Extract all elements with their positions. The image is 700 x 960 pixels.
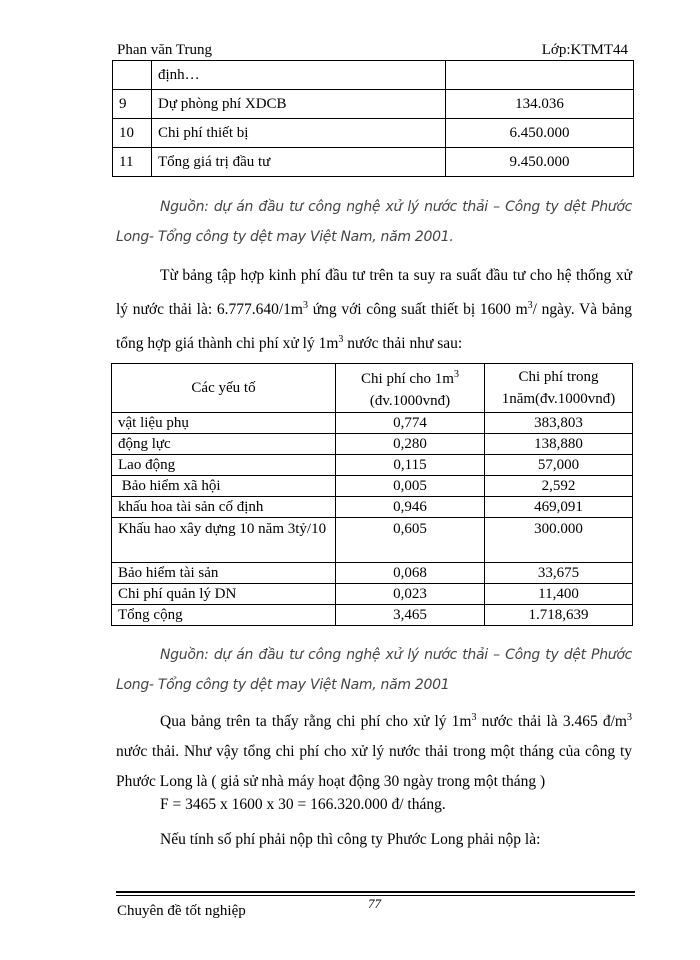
paragraph-cost: [116, 703, 632, 797]
col-header-factor: Các yếu tố: [112, 364, 336, 413]
unit-cost-cell: 0,605: [336, 518, 485, 563]
year-cost-cell: 383,803: [485, 413, 633, 434]
para2-text-c: nước thải. Như vậy tổng chi phí cho xử lý nước thải trong một tháng của công ty Phước Long là ( giả sử nhà máy hoạt động 30 ngày trong một tháng ): [116, 743, 632, 791]
para1-text-b: ứng với công suất thiết bị 1600 m: [308, 301, 528, 319]
year-cost-cell: 57,000: [485, 455, 633, 476]
col2-sup: 3: [453, 369, 459, 380]
year-cost-cell: 33,675: [485, 563, 633, 584]
para2-sup: 3: [471, 712, 477, 723]
unit-cost-cell: 0,774: [336, 413, 485, 434]
para2-text-a: Qua bảng trên ta thấy rằng chi phí cho xử lý 1m: [160, 713, 472, 731]
page-number: 77: [368, 896, 381, 911]
unit-cost-cell: 0,115: [336, 455, 485, 476]
footer-title: Chuyên đề tốt nghiệp: [117, 903, 246, 919]
header-class: Lớp:KTMT44: [541, 42, 628, 58]
para2-sup: 3: [626, 712, 632, 723]
unit-cost-cell: 0,946: [336, 497, 485, 518]
col-header-year-cost: [485, 364, 633, 413]
row-value: [446, 61, 634, 90]
unit-cost-cell: 0,068: [336, 563, 485, 584]
para1-text-d: nước thải như sau:: [343, 335, 463, 353]
year-cost-cell: 1.718,639: [485, 605, 633, 626]
footer-rule: [116, 891, 635, 893]
factor-cell: khấu hoa tài sản cố định: [112, 497, 336, 518]
unit-cost-cell: 0,005: [336, 476, 485, 497]
table-row: [113, 90, 634, 119]
unit-cost-cell: 3,465: [336, 605, 485, 626]
cost-table: [111, 363, 633, 626]
col2-unit: (đv.1000vnđ): [369, 393, 451, 409]
year-cost-cell: 138,880: [485, 434, 633, 455]
row-number: 10: [113, 119, 152, 148]
table-row: [112, 497, 633, 518]
para1-sup: 3: [303, 300, 308, 311]
row-item: định…: [152, 61, 446, 90]
row-value: 9.450.000: [446, 148, 634, 177]
row-number: 11: [113, 148, 152, 177]
row-item: Dự phòng phí XDCB: [152, 90, 446, 119]
row-item: Tổng giá trị đầu tư: [152, 148, 446, 177]
year-cost-cell: 469,091: [485, 497, 633, 518]
table-row: [113, 148, 634, 177]
factor-cell: Bảo hiểm tài sản: [112, 563, 336, 584]
row-item: Chi phí thiết bị: [152, 119, 446, 148]
paragraph-fee: Nếu tính số phí phải nộp thì công ty Phước Long phải nộp là:: [160, 831, 541, 848]
year-cost-cell: 300.000: [485, 518, 633, 563]
col2-label: Chi phí cho 1m: [361, 371, 454, 387]
factor-cell: động lực: [112, 434, 336, 455]
source-note-1: Nguồn: dự án đầu tư công nghệ xử lý nước thải – Công ty dệt Phước Long- Tổng công ty dệt may Việt Nam, năm 2001.: [116, 199, 632, 245]
table-row: [113, 119, 634, 148]
source-note-2: Nguồn: dự án đầu tư công nghệ xử lý nước thải – Công ty dệt Phước Long- Tổng công ty dệt may Việt Nam, năm 2001: [116, 647, 632, 693]
factor-cell: Chi phí quản lý DN: [112, 584, 336, 605]
para1-text-c: / ngày. Và bảng tổng hợp giá thành chi phí xử lý 1m: [116, 301, 632, 353]
row-number: [113, 61, 152, 90]
factor-cell: Tổng cộng: [112, 605, 336, 626]
investment-table: [112, 60, 634, 177]
col3-unit: 1năm(đv.1000vnđ): [501, 391, 616, 407]
table-row: [112, 563, 633, 584]
col3-label: Chi phí trong: [518, 369, 599, 385]
table-row: [112, 476, 633, 497]
row-number: 9: [113, 90, 152, 119]
unit-cost-cell: 0,280: [336, 434, 485, 455]
para1-sup: 3: [338, 334, 344, 346]
factor-cell: Khấu hao xây dựng 10 năm 3tỷ/10: [112, 518, 336, 563]
table-row: [112, 455, 633, 476]
formula: F = 3465 x 1600 x 30 = 166.320.000 đ/ tháng.: [160, 796, 446, 813]
col-header-unit-cost: [336, 364, 485, 413]
row-value: 134.036: [446, 90, 634, 119]
header-author: Phan văn Trung: [117, 42, 213, 58]
paragraph-investment: [116, 261, 632, 359]
table-row: [112, 413, 633, 434]
unit-cost-cell: 0,023: [336, 584, 485, 605]
table-row: [113, 61, 634, 90]
page-header: [115, 40, 632, 62]
table-row: [112, 584, 633, 605]
year-cost-cell: 2,592: [485, 476, 633, 497]
year-cost-cell: 11,400: [485, 584, 633, 605]
table-row: [112, 434, 633, 455]
para1-sup: 3: [527, 300, 533, 311]
table-row: [112, 518, 633, 563]
para1-text-a: Từ bảng tập hợp kinh phí đầu tư trên ta suy ra suất đầu tư cho hệ thống xử lý nước thải là: 6.777.640/1m: [116, 267, 632, 319]
factor-cell: Bảo hiểm xã hội: [112, 476, 336, 497]
factor-cell: vật liệu phụ: [112, 413, 336, 434]
factor-cell: Lao động: [112, 455, 336, 476]
table-header-row: [112, 364, 633, 413]
para2-text-b: nước thải là 3.465 đ/m: [476, 713, 627, 731]
row-value: 6.450.000: [446, 119, 634, 148]
table-row: [112, 605, 633, 626]
